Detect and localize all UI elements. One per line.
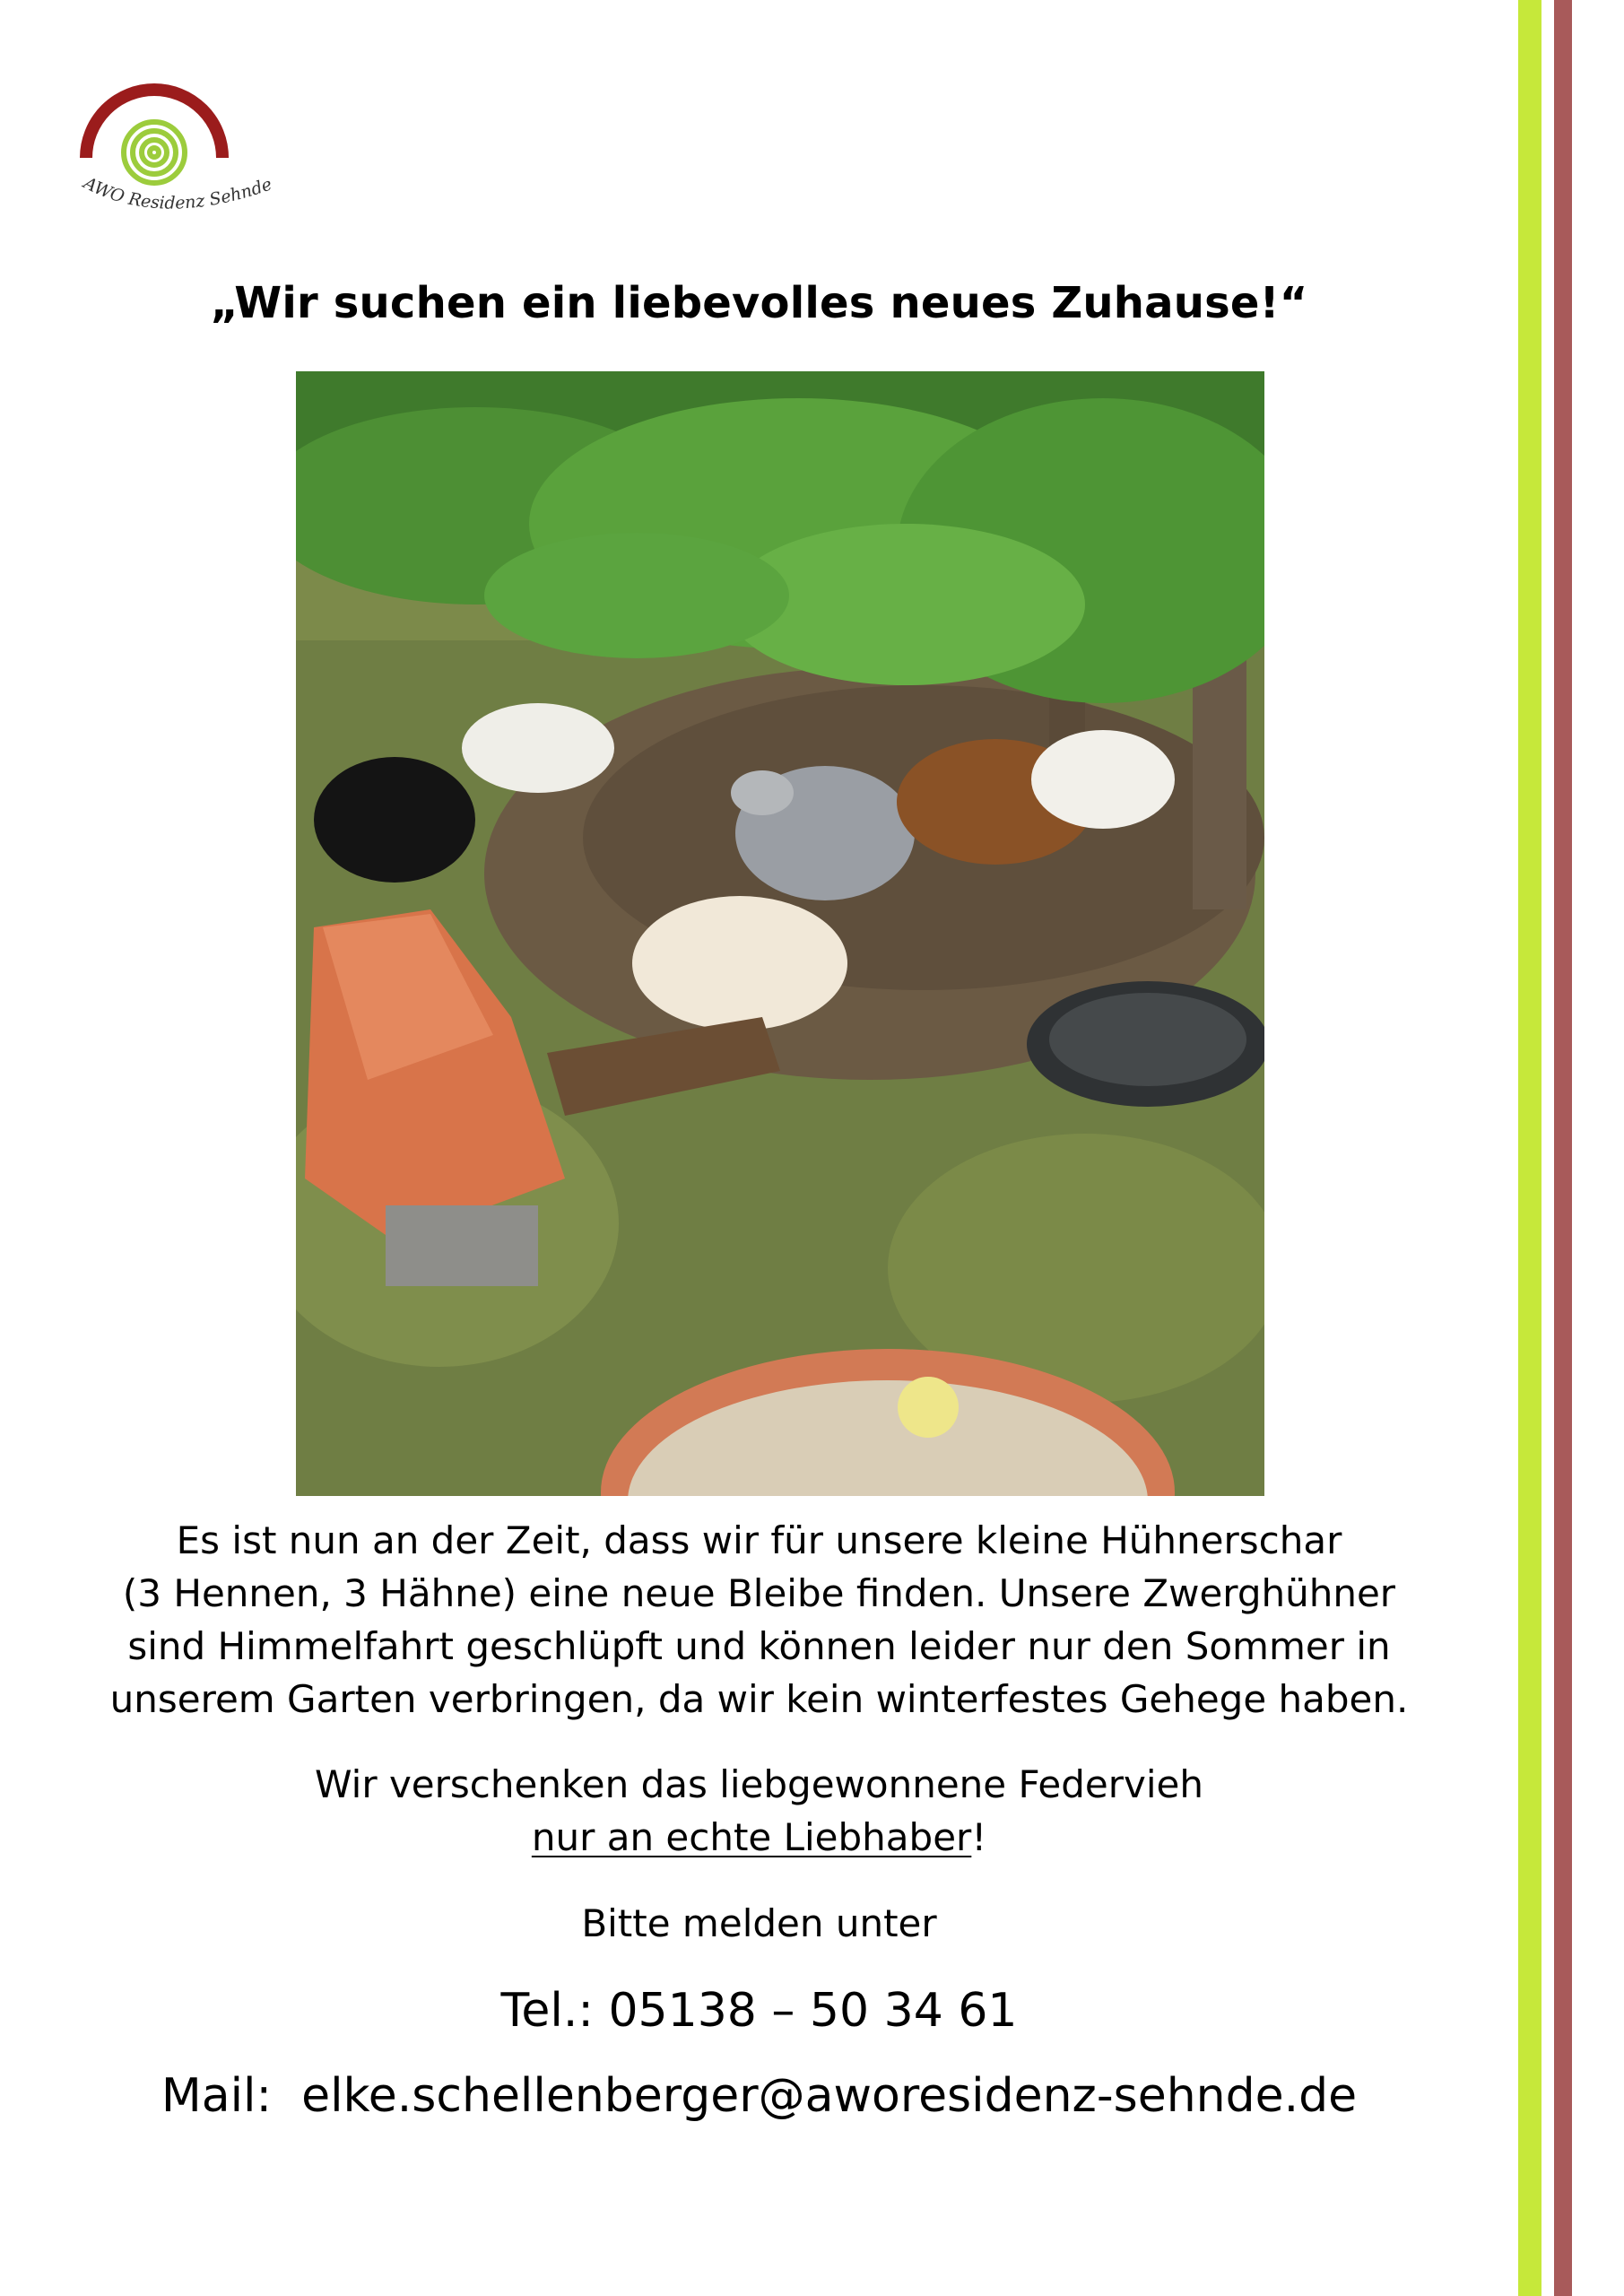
headline: „Wir suchen ein liebevolles neues Zuhause!“: [210, 278, 1308, 328]
decorative-stripe-green: [1518, 0, 1541, 2296]
logo-text: AWO Residenz Sehnde: [80, 172, 275, 213]
awo-logo: [77, 81, 310, 233]
chicken-photo: [296, 371, 1264, 1496]
description-line: Es ist nun an der Zeit, dass wir für unsere kleine Hühnerschar: [176, 1518, 1342, 1562]
gift-condition: [0, 1811, 1518, 1864]
decorative-stripe-red: [1554, 0, 1572, 2296]
gift-paragraph: [0, 1758, 1518, 1864]
email-label: Mail:: [161, 2069, 273, 2123]
email-line: [0, 2067, 1518, 2125]
description-line: sind Himmelfahrt geschlüpft und können leider nur den Sommer in: [127, 1624, 1391, 1668]
description-line: unserem Garten verbringen, da wir kein winterfestes Gehege haben.: [109, 1677, 1409, 1721]
description-paragraph: [0, 1514, 1518, 1726]
gift-condition-end: !: [971, 1815, 987, 1859]
phone-number: Tel.: 05138 – 50 34 61: [500, 1984, 1018, 2038]
gift-line: Wir verschenken das liebgewonnene Federvieh: [315, 1762, 1203, 1806]
logo-icon: [77, 81, 310, 233]
description-line: (3 Hennen, 3 Hähne) eine neue Bleibe finden. Unsere Zwerghühner: [122, 1571, 1396, 1615]
email-address[interactable]: elke.schellenberger@aworesidenz-sehnde.de: [301, 2069, 1358, 2123]
gift-condition-underlined: nur an echte Liebhaber: [531, 1815, 972, 1859]
contact-intro: Bitte melden unter: [581, 1901, 937, 1945]
